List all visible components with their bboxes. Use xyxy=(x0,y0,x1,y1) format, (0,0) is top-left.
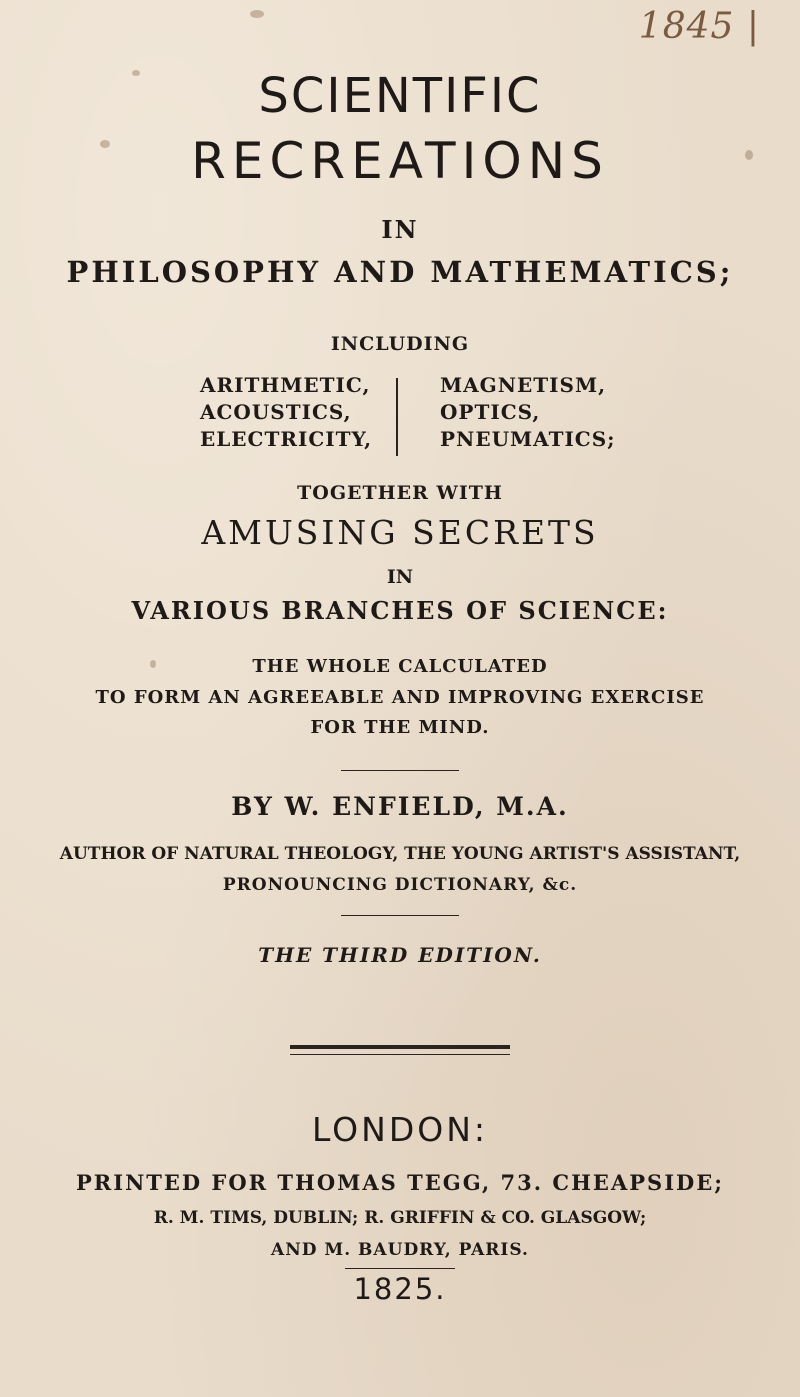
for-the-mind: FOR THE MIND. xyxy=(310,717,490,738)
subject-item: OPTICS, xyxy=(440,400,541,424)
divider-rule xyxy=(341,770,459,771)
title-line-scientific: SCIENTIFIC xyxy=(258,68,542,124)
handwritten-annotation: 1845 | xyxy=(638,6,760,47)
column-divider xyxy=(396,378,398,456)
subject-item: ACOUSTICS, xyxy=(200,400,352,424)
to-form-exercise: TO FORM AN AGREEABLE AND IMPROVING EXERCISE xyxy=(95,687,705,708)
whole-calculated: THE WHOLE CALCULATED xyxy=(252,656,548,677)
double-rule-thick xyxy=(290,1045,510,1049)
title-line-recreations: RECREATIONS xyxy=(191,132,609,190)
imprint-line-3: AND M. BAUDRY, PARIS. xyxy=(271,1240,529,1260)
title-line-philosophy: PHILOSOPHY AND MATHEMATICS; xyxy=(66,255,734,289)
subject-item: ELECTRICITY, xyxy=(200,427,373,451)
in-label: IN xyxy=(386,566,414,588)
divider-rule xyxy=(341,915,459,916)
title-line-in: IN xyxy=(381,215,419,244)
including-label: INCLUDING xyxy=(330,333,470,355)
together-with: TOGETHER WITH xyxy=(297,482,503,504)
subjects-left-column xyxy=(200,372,372,453)
edition: THE THIRD EDITION. xyxy=(258,943,542,967)
author-description-1: AUTHOR OF NATURAL THEOLOGY, THE YOUNG ARTIST'S ASSISTANT, xyxy=(59,844,741,864)
double-rule-thin xyxy=(290,1054,510,1055)
author-line: BY W. ENFIELD, M.A. xyxy=(231,792,569,821)
divider-rule xyxy=(345,1268,455,1269)
various-branches: VARIOUS BRANCHES OF SCIENCE: xyxy=(131,596,669,625)
imprint-city: LONDON: xyxy=(311,1110,489,1149)
foxing-spot xyxy=(250,10,264,18)
imprint-line-2: R. M. TIMS, DUBLIN; R. GRIFFIN & CO. GLASGOW; xyxy=(153,1208,647,1228)
author-description-2: PRONOUNCING DICTIONARY, &c. xyxy=(222,875,578,895)
amusing-secrets: AMUSING SECRETS xyxy=(201,513,599,552)
subject-item: ARITHMETIC, xyxy=(200,373,371,397)
subject-item: MAGNETISM, xyxy=(440,373,607,397)
subjects-right-column xyxy=(440,372,616,453)
imprint-year: 1825. xyxy=(353,1272,447,1306)
subject-item: PNEUMATICS; xyxy=(440,427,616,451)
imprint-line-1: PRINTED FOR THOMAS TEGG, 73. CHEAPSIDE; xyxy=(76,1170,724,1195)
